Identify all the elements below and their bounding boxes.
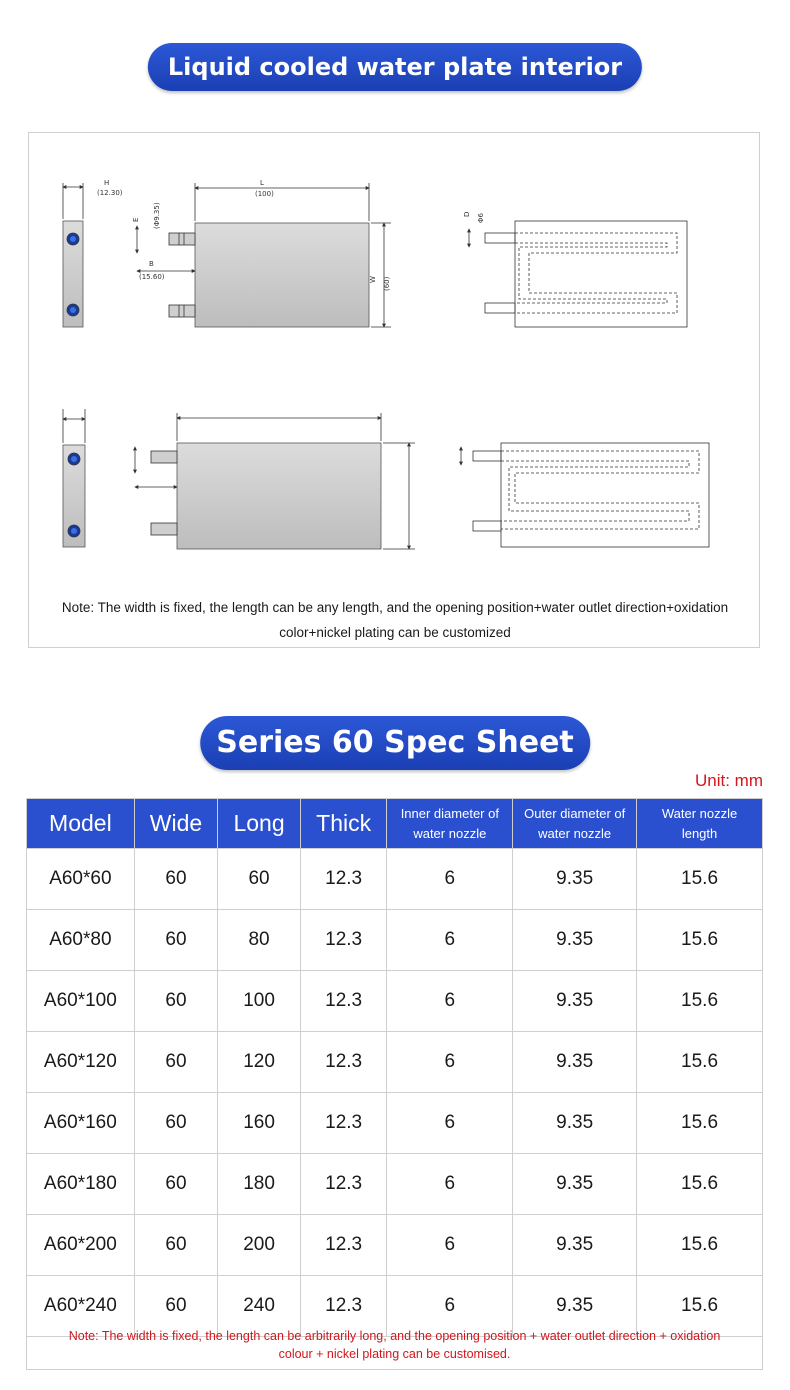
- drawing-note-line2: color+nickel plating can be customized: [279, 625, 511, 640]
- cell-inner-diameter: 6: [387, 910, 513, 971]
- cell-outer-diameter: 9.35: [513, 971, 637, 1032]
- cell-wide: 60: [134, 849, 218, 910]
- section-title-spec-sheet: Series 60 Spec Sheet: [200, 716, 590, 770]
- cell-inner-diameter: 6: [387, 1215, 513, 1276]
- cell-wide: 60: [134, 1215, 218, 1276]
- header-wide: Wide: [134, 799, 218, 849]
- spec-table-header: [27, 799, 763, 849]
- dim-l-value: (100): [255, 190, 274, 198]
- dim-e-label: E: [132, 217, 140, 222]
- technical-drawings: [29, 133, 761, 649]
- cell-long: 200: [218, 1215, 301, 1276]
- header-outer-diameter: Outer diameter of water nozzle: [513, 799, 637, 849]
- dim-h-value: (12.30): [97, 189, 123, 197]
- unit-label: Unit: mm: [695, 771, 763, 790]
- cell-thick: 12.3: [300, 1032, 387, 1093]
- cell-nozzle-length: 15.6: [637, 1093, 763, 1154]
- side-view-top: [63, 179, 123, 327]
- cell-outer-diameter: 9.35: [513, 1215, 637, 1276]
- interior-view-top: [463, 212, 687, 327]
- cell-thick: 12.3: [300, 1276, 387, 1337]
- dim-b-value: (15.60): [139, 273, 165, 281]
- cell-long: 160: [218, 1093, 301, 1154]
- cell-model: A60*200: [27, 1215, 135, 1276]
- cell-wide: 60: [134, 1154, 218, 1215]
- cell-inner-diameter: 6: [387, 971, 513, 1032]
- cell-outer-diameter: 9.35: [513, 910, 637, 971]
- front-view-bottom: [135, 413, 415, 549]
- cell-thick: 12.3: [300, 1093, 387, 1154]
- table-row: [27, 971, 763, 1032]
- table-row: [27, 910, 763, 971]
- side-view-bottom: [63, 409, 85, 547]
- cell-model: A60*180: [27, 1154, 135, 1215]
- header-thick: Thick: [300, 799, 387, 849]
- cell-inner-diameter: 6: [387, 849, 513, 910]
- dim-l-label: L: [260, 179, 264, 187]
- cell-inner-diameter: 6: [387, 1032, 513, 1093]
- cell-nozzle-length: 15.6: [637, 1032, 763, 1093]
- cell-nozzle-length: 15.6: [637, 1276, 763, 1337]
- cell-long: 100: [218, 971, 301, 1032]
- cell-model: A60*60: [27, 849, 135, 910]
- cell-model: A60*160: [27, 1093, 135, 1154]
- table-row: [27, 1032, 763, 1093]
- header-model: Model: [27, 799, 135, 849]
- cell-long: 60: [218, 849, 301, 910]
- table-row: [27, 1154, 763, 1215]
- cell-nozzle-length: 15.6: [637, 1215, 763, 1276]
- header-inner-diameter: Inner diameter of water nozzle: [387, 799, 513, 849]
- drawing-note: [29, 595, 761, 645]
- cell-outer-diameter: 9.35: [513, 1276, 637, 1337]
- cell-wide: 60: [134, 1276, 218, 1337]
- spec-note-line2: colour + nickel plating can be customised.: [278, 1347, 511, 1361]
- cell-inner-diameter: 6: [387, 1154, 513, 1215]
- cell-wide: 60: [134, 910, 218, 971]
- cell-thick: 12.3: [300, 1154, 387, 1215]
- cell-long: 180: [218, 1154, 301, 1215]
- header-long: Long: [218, 799, 301, 849]
- cell-wide: 60: [134, 1093, 218, 1154]
- interior-view-bottom: [461, 443, 709, 547]
- cell-nozzle-length: 15.6: [637, 971, 763, 1032]
- table-row: [27, 849, 763, 910]
- cell-thick: 12.3: [300, 849, 387, 910]
- table-row: [27, 1093, 763, 1154]
- dim-h-label: H: [104, 179, 110, 187]
- cell-thick: 12.3: [300, 1215, 387, 1276]
- cell-nozzle-length: 15.6: [637, 910, 763, 971]
- dim-b-label: B: [149, 260, 154, 268]
- header-nozzle-length: Water nozzle length: [637, 799, 763, 849]
- dim-d-value: Φ6: [477, 213, 485, 223]
- cell-nozzle-length: 15.6: [637, 1154, 763, 1215]
- dim-w-value: (60): [383, 276, 391, 291]
- dim-d-label: D: [463, 211, 471, 217]
- cell-outer-diameter: 9.35: [513, 1093, 637, 1154]
- cell-thick: 12.3: [300, 910, 387, 971]
- cell-long: 240: [218, 1276, 301, 1337]
- section-title-interior: Liquid cooled water plate interior: [148, 43, 642, 91]
- table-row: [27, 1215, 763, 1276]
- cell-inner-diameter: 6: [387, 1276, 513, 1337]
- cell-long: 80: [218, 910, 301, 971]
- cell-outer-diameter: 9.35: [513, 849, 637, 910]
- cell-model: A60*100: [27, 971, 135, 1032]
- cell-outer-diameter: 9.35: [513, 1032, 637, 1093]
- cell-outer-diameter: 9.35: [513, 1154, 637, 1215]
- drawing-note-line1: Note: The width is fixed, the length can be any length, and the opening position+water outlet direction+oxidation: [61, 600, 729, 615]
- cell-model: A60*240: [27, 1276, 135, 1337]
- spec-note: [26, 1322, 763, 1370]
- spec-table: [26, 798, 763, 1337]
- cell-inner-diameter: 6: [387, 1093, 513, 1154]
- cell-model: A60*120: [27, 1032, 135, 1093]
- cell-wide: 60: [134, 971, 218, 1032]
- dim-w-label: W: [369, 276, 377, 283]
- cell-model: A60*80: [27, 910, 135, 971]
- spec-note-line1: Note: The width is fixed, the length can be arbitrarily long, and the opening position + water outlet direction + oxidation: [68, 1329, 721, 1343]
- cell-wide: 60: [134, 1032, 218, 1093]
- front-view-top: [132, 179, 391, 327]
- cell-thick: 12.3: [300, 971, 387, 1032]
- cell-nozzle-length: 15.6: [637, 849, 763, 910]
- technical-drawing-panel: [28, 132, 760, 648]
- dim-e-value: (Φ9.35): [153, 202, 161, 229]
- cell-long: 120: [218, 1032, 301, 1093]
